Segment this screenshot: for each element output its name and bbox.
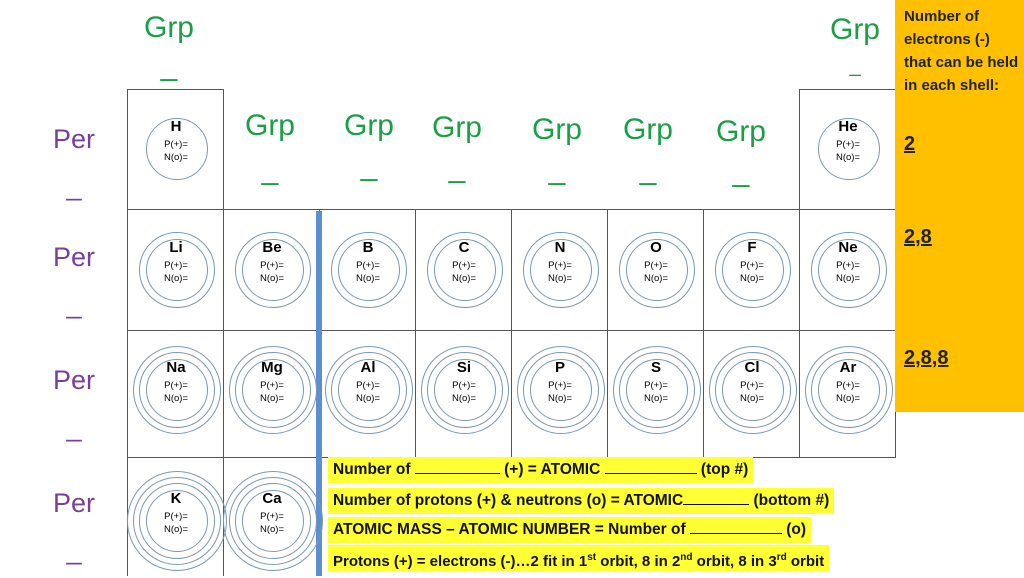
element-symbol: S (650, 359, 661, 376)
element-cell-o (608, 211, 704, 331)
note-text: Number of (333, 461, 411, 478)
group-label: Grp (343, 109, 394, 142)
period-blank: _ (66, 535, 82, 566)
proton-count: P(+)= (260, 260, 284, 271)
neutron-count: N(o)= (835, 273, 861, 284)
element-symbol: Ar (839, 359, 857, 376)
element-symbol: K (170, 490, 182, 507)
group-header-1 (129, 10, 209, 84)
period-blank: _ (66, 412, 82, 443)
group-blank: _ (548, 153, 566, 186)
element-symbol: Si (456, 359, 472, 376)
element-symbol: N (554, 239, 566, 256)
element-symbol: Na (166, 359, 186, 376)
element-symbol: C (458, 239, 470, 256)
element-cell-ar (800, 331, 896, 451)
group-label: Grp (244, 109, 295, 142)
group-label: Grp (622, 113, 673, 146)
note-text: (o) (786, 521, 807, 538)
note-orbits (328, 545, 829, 571)
element-cell-p (512, 331, 608, 451)
proton-count: P(+)= (164, 260, 188, 271)
shell-capacity-title: Number of electrons (-) that can be held in each shell: (904, 8, 1019, 94)
proton-count: P(+)= (836, 380, 860, 391)
group-header-8 (815, 12, 895, 78)
element-symbol: B (362, 239, 374, 256)
element-symbol: Be (262, 239, 282, 256)
period-label-2 (34, 234, 114, 329)
proton-count: P(+)= (260, 511, 284, 522)
note-sup: st (587, 552, 597, 563)
proton-count: P(+)= (356, 380, 380, 391)
element-symbol: Al (360, 359, 376, 376)
answer-blank (690, 517, 782, 534)
proton-count: P(+)= (836, 260, 860, 271)
neutron-count: N(o)= (451, 273, 477, 284)
period-label: Per (52, 124, 96, 154)
proton-count: P(+)= (836, 139, 860, 150)
element-symbol: Ca (262, 490, 282, 507)
element-cell-b (320, 211, 416, 331)
note-text: orbit, 8 in 2 (596, 553, 681, 570)
proton-count: P(+)= (356, 260, 380, 271)
neutron-count: N(o)= (259, 273, 285, 284)
note-text: (bottom #) (753, 492, 830, 509)
element-symbol: Ne (838, 239, 858, 256)
proton-count: P(+)= (548, 260, 572, 271)
neutron-count: N(o)= (643, 273, 669, 284)
element-symbol: O (650, 239, 662, 256)
answer-blank (605, 457, 697, 474)
proton-count: P(+)= (644, 380, 668, 391)
element-symbol: Mg (261, 359, 283, 376)
neutron-count: N(o)= (547, 393, 573, 404)
period-label: Per (52, 242, 96, 272)
group-blank: _ (360, 149, 378, 182)
group-label: Grp (431, 111, 482, 144)
proton-count: P(+)= (644, 260, 668, 271)
note-text: (+) = ATOMIC (504, 461, 601, 478)
answer-blank (683, 488, 749, 505)
note-sup: nd (680, 552, 693, 563)
group-blank: _ (639, 153, 657, 186)
note-text: Number of protons (+) & neutrons (o) = ATOMIC (333, 492, 684, 509)
group-label: Grp (531, 113, 582, 146)
element-cell-si (416, 331, 512, 451)
note-text: ATOMIC MASS – ATOMIC NUMBER = Number of (333, 521, 686, 538)
element-symbol: Li (169, 239, 183, 256)
group-label: Grp (143, 11, 194, 44)
element-cell-f (704, 211, 800, 331)
element-symbol: He (838, 118, 858, 135)
neutron-count: N(o)= (547, 273, 573, 284)
note-text: orbit, 8 in 3 (692, 553, 777, 570)
element-cell-ca (224, 458, 320, 578)
shell-capacity-panel (895, 0, 1024, 412)
element-cell-mg (224, 331, 320, 451)
proton-count: P(+)= (452, 260, 476, 271)
element-symbol: H (170, 118, 182, 135)
element-cell-n (512, 211, 608, 331)
neutron-count: N(o)= (835, 393, 861, 404)
element-symbol: P (554, 359, 565, 376)
neutron-count: N(o)= (739, 393, 765, 404)
neutron-count: N(o)= (163, 273, 189, 284)
element-cell-c (416, 211, 512, 331)
element-cell-li (128, 211, 224, 331)
neutron-count: N(o)= (739, 273, 765, 284)
neutron-count: N(o)= (355, 273, 381, 284)
period-label: Per (52, 365, 96, 395)
proton-count: P(+)= (164, 511, 188, 522)
note-neutrons (328, 517, 811, 543)
period-label: Per (52, 488, 96, 518)
neutron-count: N(o)= (163, 393, 189, 404)
neutron-count: N(o)= (163, 152, 189, 163)
proton-count: P(+)= (260, 380, 284, 391)
group-label: Grp (715, 115, 766, 148)
shell-2-capacity: 2,8 (904, 226, 932, 248)
group-blank: _ (732, 155, 750, 188)
note-atomic-number (328, 457, 753, 483)
proton-count: P(+)= (740, 380, 764, 391)
period-blank: _ (66, 171, 82, 202)
group-blank: _ (448, 151, 466, 184)
element-cell-he (800, 90, 896, 210)
element-symbol: Cl (744, 359, 760, 376)
neutron-count: N(o)= (259, 393, 285, 404)
period-label-1 (34, 116, 114, 211)
element-cell-k (128, 458, 224, 578)
note-text: (top #) (700, 461, 749, 478)
note-text: orbit (786, 553, 825, 570)
neutron-count: N(o)= (259, 524, 285, 535)
note-text: Protons (+) = electrons (-)…2 fit in 1 (333, 553, 588, 570)
group-blank: _ (160, 49, 178, 82)
period-blank: _ (66, 289, 82, 320)
note-sup: rd (776, 552, 787, 563)
proton-count: P(+)= (164, 380, 188, 391)
proton-count: P(+)= (740, 260, 764, 271)
element-cell-h (128, 90, 224, 210)
period-label-4 (34, 480, 114, 575)
shell-1-capacity: 2 (904, 133, 916, 155)
group-blank: _ (849, 55, 861, 77)
element-cell-al (320, 331, 416, 451)
element-cell-be (224, 211, 320, 331)
element-cell-s (608, 331, 704, 451)
neutron-count: N(o)= (355, 393, 381, 404)
proton-count: P(+)= (548, 380, 572, 391)
note-atomic-mass (328, 488, 834, 514)
element-cell-cl (704, 331, 800, 451)
shell-3-capacity: 2,8,8 (904, 347, 949, 369)
neutron-count: N(o)= (835, 152, 861, 163)
answer-blank (415, 457, 500, 474)
group-label: Grp (829, 13, 880, 46)
element-cell-na (128, 331, 224, 451)
element-cell-ne (800, 211, 896, 331)
period-label-3 (34, 357, 114, 452)
neutron-count: N(o)= (163, 524, 189, 535)
element-symbol: F (747, 239, 757, 256)
proton-count: P(+)= (164, 139, 188, 150)
neutron-count: N(o)= (451, 393, 477, 404)
neutron-count: N(o)= (643, 393, 669, 404)
proton-count: P(+)= (452, 380, 476, 391)
group-blank: _ (261, 153, 279, 186)
